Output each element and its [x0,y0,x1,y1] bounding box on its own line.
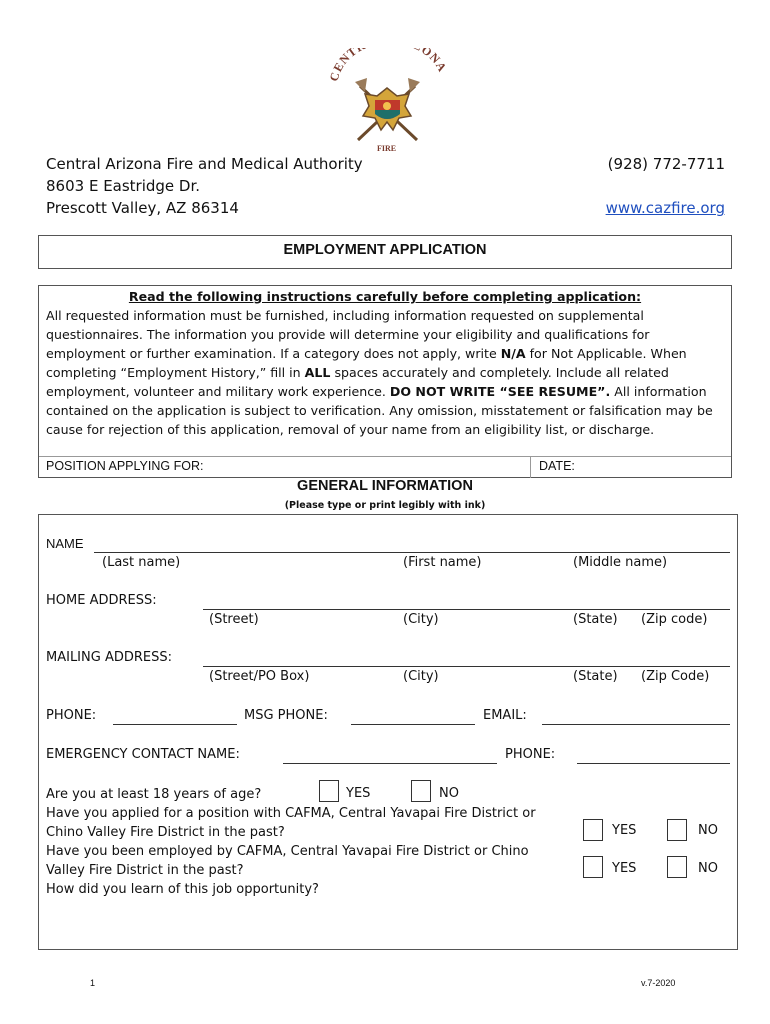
name-input-line[interactable] [94,552,730,553]
question-employed-line1: Have you been employed by CAFMA, Central Yavapai Fire District or Chino [46,844,529,859]
home-address-input-line[interactable] [203,609,730,610]
msg-phone-label: MSG PHONE: [244,708,328,723]
org-website-link[interactable]: www.cazfire.org [605,199,725,217]
org-address-line1: 8603 E Eastridge Dr. [46,177,201,195]
instructions-text-1: All requested information must be furnished, including information requested on supplemental questionnaires. The information you provide will determine your eligibility and qualifications for employment or further examination. If a category does not apply, write [46,308,650,361]
mailing-city-caption: (City) [403,669,439,684]
mailing-address-input-line[interactable] [203,666,730,667]
age-yes-checkbox[interactable] [319,780,339,802]
instructions-all: ALL [304,365,331,380]
middle-name-caption: (Middle name) [573,555,668,570]
logo-bottom-text: FIRE [377,144,397,153]
instructions-text-2: for Not Applicable. When completing “Employment History,” fill in [46,346,687,380]
fire-logo-graphic [325,48,450,156]
mailing-state-caption: (State) [573,669,618,684]
phone-input-line[interactable] [113,724,237,725]
employed-no-label: NO [698,861,718,876]
position-applying-label: POSITION APPLYING FOR: [46,459,204,473]
emergency-contact-label: EMERGENCY CONTACT NAME: [46,747,240,762]
mailing-street-caption: (Street/PO Box) [209,669,310,684]
org-block [46,153,363,219]
employed-no-checkbox[interactable] [667,856,687,878]
instructions-text-3: spaces accurately and completely. Include all related employment, volunteer and military work experience. [46,365,669,399]
employed-yes-checkbox[interactable] [583,856,603,878]
question-employed-line2: Valley Fire District in the past? [46,863,244,878]
position-input[interactable] [249,460,529,476]
msg-phone-input-line[interactable] [351,724,475,725]
page-number: 1 [90,978,96,988]
org-name: Central Arizona Fire and Medical Authority [46,155,363,173]
applied-no-checkbox[interactable] [667,819,687,841]
last-name-caption: (Last name) [102,555,181,570]
applied-yes-checkbox[interactable] [583,819,603,841]
instructions-heading: Read the following instructions carefully before completing application: [128,289,642,304]
emergency-phone-input-line[interactable] [577,763,730,764]
home-street-caption: (Street) [209,612,259,627]
org-address-line2: Prescott Valley, AZ 86314 [46,199,239,217]
question-applied-line1: Have you applied for a position with CAFMA, Central Yavapai Fire District or [46,806,536,821]
mailing-address-label: MAILING ADDRESS: [46,650,172,665]
position-row-divider [39,456,731,457]
first-name-caption: (First name) [403,555,482,570]
applied-no-label: NO [698,823,718,838]
phone-label: PHONE: [46,708,97,723]
email-label: EMAIL: [483,708,527,723]
home-zip-caption: (Zip code) [641,612,708,627]
date-input[interactable] [584,460,724,476]
version-label: v.7-2020 [641,978,676,988]
questions-block [46,785,536,899]
instructions-text-4: All information contained on the application is subject to verification. Any omission, misstatement or falsification may be cause for rejection of this application, removal of your name from an eligibility list, or discharge. [46,384,713,437]
logo [325,48,450,156]
age-no-label: NO [439,786,459,801]
date-divider [530,456,531,478]
applied-yes-label: YES [612,823,637,838]
instructions-na: N/A [500,346,526,361]
question-applied-line2: Chino Valley Fire District in the past? [46,825,285,840]
employed-yes-label: YES [612,861,637,876]
home-city-caption: (City) [403,612,439,627]
general-info-title: GENERAL INFORMATION [297,478,473,494]
question-age: Are you at least 18 years of age? [46,787,262,802]
logo-arc-text: CENT ONA [326,48,450,83]
mailing-zip-caption: (Zip Code) [641,669,710,684]
emergency-contact-input-line[interactable] [283,763,497,764]
svg-text:CENTRAL ARIZONA [327,48,450,83]
emergency-phone-label: PHONE: [505,747,556,762]
age-no-checkbox[interactable] [411,780,431,802]
home-state-caption: (State) [573,612,618,627]
question-how-learned: How did you learn of this job opportunity? [46,882,319,897]
instructions-body [39,306,731,439]
page-title: EMPLOYMENT APPLICATION [283,242,487,258]
name-label: NAME [46,536,84,551]
instructions-dont: DO NOT WRITE “SEE RESUME”. [389,384,611,399]
age-yes-label: YES [346,786,371,801]
email-input-line[interactable] [542,724,730,725]
home-address-label: HOME ADDRESS: [46,593,157,608]
title-box [38,235,732,269]
org-phone: (928) 772-7711 [607,155,725,173]
date-label: DATE: [539,459,575,473]
instructions-box [38,285,732,478]
general-info-subtitle: (Please type or print legibly with ink) [284,500,486,511]
